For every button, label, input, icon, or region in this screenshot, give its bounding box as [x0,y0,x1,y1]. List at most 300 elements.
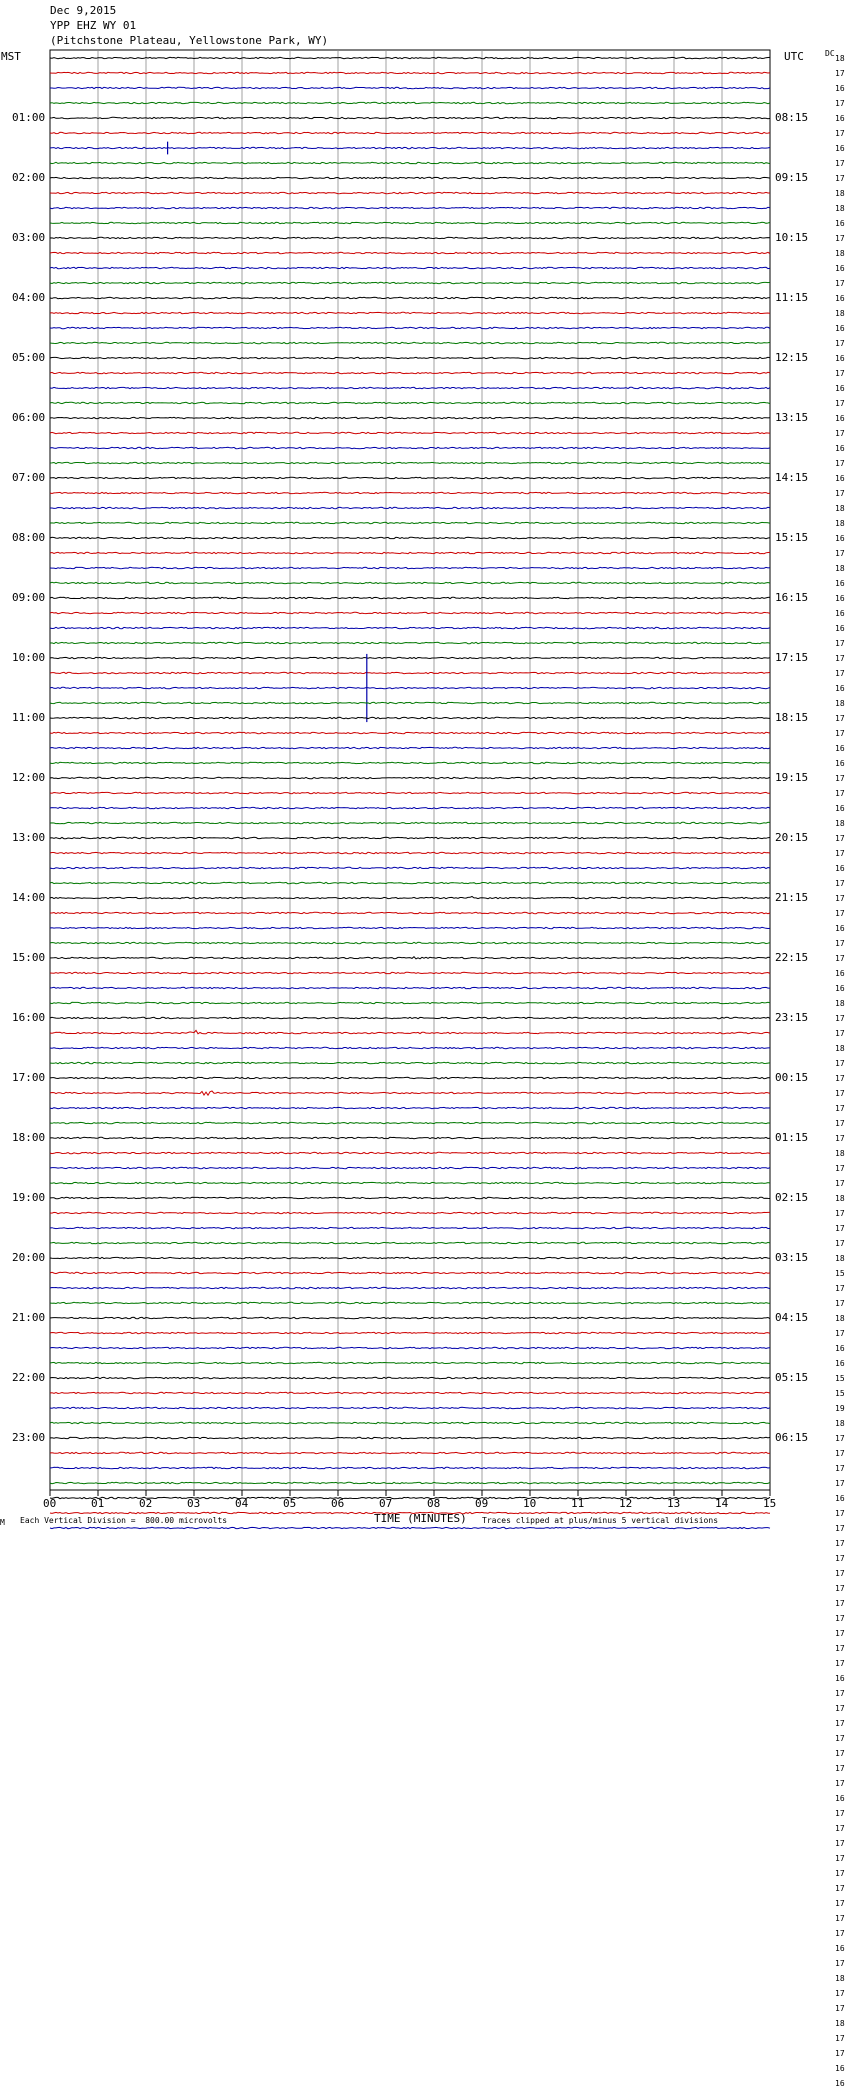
mst-hour-label: 04:00 [12,291,46,304]
x-tick-label: 14 [715,1497,729,1510]
dc-offset-label: 17 [835,939,845,948]
dc-offset-label: 17 [835,1884,845,1893]
trace-row-45 [50,732,770,733]
dc-offset-label: 16 [835,384,845,393]
dc-offset-label: 18 [835,2019,845,2028]
dc-offset-label: 17 [835,1779,845,1788]
trace-row-18 [50,327,770,328]
trace-row-51 [50,822,770,823]
dc-offset-label: 15 [835,1269,845,1278]
header-station: YPP EHZ WY 01 [50,19,137,32]
dc-offset-label: 18 [835,819,845,828]
dc-offset-label: 17 [835,1764,845,1773]
utc-hour-label: 06:15 [775,1431,809,1444]
trace-row-54 [50,867,770,868]
mst-hour-label: 20:00 [12,1251,46,1264]
trace-row-57 [50,912,770,913]
dc-offset-label: 18 [835,519,845,528]
x-tick-label: 08 [427,1497,441,1510]
trace-row-66 [50,1047,770,1048]
trace-row-1 [50,72,770,73]
dc-offset-label: 17 [835,1704,845,1713]
seismic-traces [50,57,770,1534]
trace-row-72 [50,1137,770,1138]
dc-offset-label: 18 [835,1149,845,1158]
dc-offset-label: 16 [835,2079,845,2088]
utc-hour-label: 00:15 [775,1071,809,1084]
dc-offset-label: 17 [835,729,845,738]
dc-offset-label: 17 [835,1509,845,1518]
trace-row-42 [50,687,770,688]
mst-hour-label: 06:00 [12,411,46,424]
dc-offset-label: 17 [835,1824,845,1833]
utc-axis-label: UTC [784,50,804,63]
x-axis-title: TIME (MINUTES) [374,1512,467,1525]
trace-row-92 [50,1437,770,1438]
header-location: (Pitchstone Plateau, Yellowstone Park, WY) [50,34,329,47]
dc-offset-label: 17 [835,1089,845,1098]
trace-row-36 [50,597,770,598]
dc-offset-label: 16 [835,84,845,93]
trace-row-82 [50,1287,770,1288]
utc-hour-label: 11:15 [775,291,809,304]
mst-hour-label: 10:00 [12,651,46,664]
trace-row-10 [50,207,770,208]
dc-offset-label: 17 [835,1839,845,1848]
dc-offset-label: 18 [835,564,845,573]
mst-hour-label: 14:00 [12,891,46,904]
trace-row-52 [50,837,770,838]
x-tick-label: 04 [235,1497,249,1510]
dc-offset-label: 16 [835,414,845,423]
dc-offset-label: 17 [835,1899,845,1908]
utc-hour-label: 01:15 [775,1131,809,1144]
x-tick-label: 10 [523,1497,537,1510]
trace-row-8 [50,177,770,178]
dc-offset-label: 17 [835,159,845,168]
trace-row-19 [50,342,770,343]
clip-note: Traces clipped at plus/minus 5 vertical divisions [482,1516,719,1525]
trace-row-41 [50,672,770,673]
dc-offset-label: 17 [835,1734,845,1743]
utc-hour-label: 15:15 [775,531,809,544]
utc-hour-label: 03:15 [775,1251,809,1264]
dc-offset-label: 17 [835,1134,845,1143]
trace-row-87 [50,1362,770,1363]
dc-offset-label: 17 [835,1989,845,1998]
dc-offset-label: 17 [835,834,845,843]
trace-row-15 [50,282,770,283]
dc-offset-label: 17 [835,1329,845,1338]
dc-offset-label: 17 [835,459,845,468]
dc-offset-label: 17 [835,369,845,378]
dc-offset-label: 16 [835,1944,845,1953]
dc-offset-label: 17 [835,399,845,408]
dc-offset-label: 17 [835,1644,845,1653]
trace-row-69 [50,1091,770,1095]
trace-row-48 [50,777,770,778]
dc-offset-label: 17 [835,234,845,243]
dc-offset-label: 17 [835,1599,845,1608]
dc-offset-label: 17 [835,1614,845,1623]
x-axis-ticks [50,1490,770,1496]
mst-hour-label: 12:00 [12,771,46,784]
dc-offset-label: 17 [835,69,845,78]
dc-offset-label: 17 [835,174,845,183]
trace-row-96 [50,1497,770,1498]
trace-row-56 [50,897,770,899]
trace-row-50 [50,807,770,808]
trace-row-79 [50,1242,770,1243]
dc-offset-label: 18 [835,504,845,513]
dc-offset-label: 17 [835,1059,845,1068]
utc-hour-label: 13:15 [775,411,809,424]
dc-offset-label: 17 [835,1209,845,1218]
mst-hour-label: 02:00 [12,171,46,184]
dc-offset-label: 17 [835,669,845,678]
trace-row-61 [50,972,770,973]
trace-row-46 [50,747,770,748]
utc-hour-label: 18:15 [775,711,809,724]
utc-hour-label: 10:15 [775,231,809,244]
utc-hour-label: 02:15 [775,1191,809,1204]
dc-offset-label: 17 [835,714,845,723]
dc-offset-label: 17 [835,549,845,558]
mst-hour-label: 09:00 [12,591,46,604]
mst-hour-label: 23:00 [12,1431,46,1444]
utc-hour-label: 19:15 [775,771,809,784]
dc-offset-label: 17 [835,1629,845,1638]
trace-row-28 [50,477,770,478]
mst-hour-label: 18:00 [12,1131,46,1144]
dc-offset-label: 18 [835,1314,845,1323]
trace-row-65 [50,1030,770,1033]
utc-hour-label: 21:15 [775,891,809,904]
dc-offset-label: 18 [835,249,845,258]
dc-offset-label: 18 [835,54,845,63]
dc-offset-label: 16 [835,804,845,813]
trace-row-85 [50,1332,770,1333]
trace-row-63 [50,1002,770,1003]
dc-offset-label: 16 [835,144,845,153]
dc-offset-label: 16 [835,264,845,273]
x-tick-label: 05 [283,1497,297,1510]
dc-offset-label: 17 [835,879,845,888]
dc-offset-label: 17 [835,2049,845,2058]
dc-offset-label: 17 [835,1584,845,1593]
mst-hour-label: 22:00 [12,1371,46,1384]
dc-offset-label: 17 [835,129,845,138]
dc-offset-label: 17 [835,774,845,783]
trace-row-60 [50,957,770,959]
x-tick-label: 07 [379,1497,393,1510]
dc-offset-label: 18 [835,699,845,708]
dc-offset-label: 17 [835,1164,845,1173]
trace-row-55 [50,882,770,883]
dc-offset-label: 17 [835,1809,845,1818]
trace-row-29 [50,492,770,493]
dc-offset-label: 16 [835,759,845,768]
trace-row-0 [50,57,770,58]
trace-row-88 [50,1377,770,1378]
trace-row-68 [50,1077,770,1078]
dc-offset-label: 16 [835,1344,845,1353]
dc-offset-label: 17 [835,654,845,663]
dc-offset-label: 17 [835,849,845,858]
x-tick-label: 02 [139,1497,153,1510]
mst-hour-label: 05:00 [12,351,46,364]
trace-row-32 [50,537,770,538]
dc-offset-label: 17 [835,1464,845,1473]
utc-hour-label: 17:15 [775,651,809,664]
scale-note: Each Vertical Division = 800.00 microvolts [20,1516,228,1525]
dc-offset-label: 17 [835,1959,845,1968]
plot-frame [50,50,770,1490]
trace-row-67 [50,1062,770,1063]
utc-hour-label: 22:15 [775,951,809,964]
trace-row-17 [50,312,770,313]
mst-hour-label: 03:00 [12,231,46,244]
trace-row-20 [50,357,770,358]
dc-label: DC [825,49,835,58]
trace-row-83 [50,1302,770,1303]
dc-offset-label: 17 [835,1869,845,1878]
dc-offset-label: 17 [835,1569,845,1578]
trace-row-9 [50,192,770,193]
trace-row-23 [50,402,770,403]
trace-row-44 [50,717,770,718]
header-date: Dec 9,2015 [50,4,117,17]
dc-offset-label: 15 [835,1389,845,1398]
trace-row-86 [50,1347,770,1348]
dc-offset-label: 17 [835,789,845,798]
dc-offset-label: 17 [835,1719,845,1728]
trace-row-30 [50,507,770,508]
dc-offset-label: 17 [835,894,845,903]
dc-offset-label: 17 [835,1179,845,1188]
trace-row-73 [50,1152,770,1153]
trace-row-6 [50,147,770,148]
dc-offset-label: 17 [835,1914,845,1923]
mst-hour-label: 19:00 [12,1191,46,1204]
trace-row-37 [50,612,770,613]
utc-hour-label: 09:15 [775,171,809,184]
dc-offset-label: 16 [835,534,845,543]
dc-offset-label: 18 [835,1254,845,1263]
trace-row-91 [50,1422,770,1423]
trace-row-95 [50,1482,770,1483]
trace-row-93 [50,1452,770,1453]
x-tick-label: 13 [667,1497,681,1510]
dc-offset-label: 16 [835,684,845,693]
trace-row-12 [50,237,770,238]
dc-offset-label: 17 [835,99,845,108]
utc-hour-label: 14:15 [775,471,809,484]
trace-row-77 [50,1212,770,1213]
dc-offset-label: 17 [835,2004,845,2013]
dc-offset-label: 17 [835,1239,845,1248]
corner-mark: M [0,1518,5,1527]
dc-offset-label: 17 [835,954,845,963]
dc-offset-label: 16 [835,474,845,483]
trace-row-26 [50,447,770,448]
dc-offset-label: 17 [835,1524,845,1533]
trace-row-53 [50,852,770,853]
trace-row-27 [50,462,770,463]
utc-hour-label: 04:15 [775,1311,809,1324]
x-tick-label: 03 [187,1497,201,1510]
dc-offset-label: 16 [835,924,845,933]
trace-row-34 [50,567,770,568]
dc-offset-label: 17 [835,339,845,348]
trace-row-89 [50,1392,770,1393]
dc-offset-label: 18 [835,1044,845,1053]
trace-row-81 [50,1272,770,1273]
dc-offset-label: 17 [835,1449,845,1458]
dc-offset-label: 16 [835,444,845,453]
dc-offset-label: 17 [835,1854,845,1863]
mst-hour-label: 08:00 [12,531,46,544]
trace-row-49 [50,792,770,793]
x-tick-label: 09 [475,1497,489,1510]
dc-offset-label: 17 [835,1479,845,1488]
mst-hour-label: 11:00 [12,711,46,724]
dc-offset-label: 17 [835,429,845,438]
mst-hour-label: 07:00 [12,471,46,484]
trace-row-84 [50,1317,770,1318]
dc-offset-label: 17 [835,1539,845,1548]
utc-hour-label: 16:15 [775,591,809,604]
dc-offset-label: 16 [835,2064,845,2073]
trace-row-80 [50,1257,770,1258]
dc-offset-label: 18 [835,999,845,1008]
dc-offset-label: 17 [835,1689,845,1698]
utc-hour-label: 23:15 [775,1011,809,1024]
mst-hour-label: 16:00 [12,1011,46,1024]
dc-offset-label: 16 [835,579,845,588]
utc-hour-label: 05:15 [775,1371,809,1384]
trace-row-35 [50,582,770,583]
dc-offset-label: 17 [835,1659,845,1668]
trace-row-22 [50,387,770,388]
mst-hour-label: 13:00 [12,831,46,844]
dc-offset-label: 17 [835,1104,845,1113]
trace-row-39 [50,642,770,643]
trace-row-71 [50,1122,770,1123]
dc-offset-label: 17 [835,1224,845,1233]
trace-row-2 [50,87,770,88]
dc-offset-label: 16 [835,864,845,873]
utc-hour-label: 12:15 [775,351,809,364]
mst-hour-label: 21:00 [12,1311,46,1324]
utc-hour-label: 20:15 [775,831,809,844]
trace-row-40 [50,657,770,658]
minute-gridlines [98,50,722,1490]
trace-row-59 [50,942,770,943]
trace-row-21 [50,372,770,373]
x-tick-label: 00 [43,1497,57,1510]
trace-row-38 [50,627,770,628]
trace-row-76 [50,1197,770,1198]
trace-row-5 [50,132,770,133]
dc-offset-label: 15 [835,1374,845,1383]
dc-offset-label: 17 [835,1029,845,1038]
x-tick-label: 11 [571,1497,585,1510]
dc-offset-label: 16 [835,1794,845,1803]
dc-offset-label: 16 [835,294,845,303]
dc-offset-label: 16 [835,984,845,993]
mst-hour-label: 17:00 [12,1071,46,1084]
x-tick-label: 01 [91,1497,105,1510]
trace-row-14 [50,267,770,268]
trace-row-90 [50,1407,770,1408]
trace-row-24 [50,417,770,418]
x-tick-label: 12 [619,1497,633,1510]
trace-row-47 [50,762,770,763]
dc-offset-label: 16 [835,1494,845,1503]
dc-offset-label: 18 [835,189,845,198]
trace-row-33 [50,552,770,553]
trace-row-62 [50,987,770,988]
trace-row-31 [50,522,770,523]
trace-row-3 [50,102,770,103]
dc-offset-label: 18 [835,309,845,318]
dc-offset-label: 18 [835,1194,845,1203]
dc-offset-label: 18 [835,1974,845,1983]
trace-row-4 [50,117,770,118]
dc-offset-label: 18 [835,1419,845,1428]
dc-offset-label: 17 [835,1749,845,1758]
mst-hour-label: 01:00 [12,111,46,124]
trace-row-75 [50,1182,770,1183]
trace-row-98 [50,1527,770,1528]
trace-row-7 [50,162,770,163]
dc-offset-label: 16 [835,624,845,633]
dc-offset-label: 17 [835,1284,845,1293]
dc-offset-label: 17 [835,1014,845,1023]
dc-offset-label: 16 [835,744,845,753]
utc-hour-label: 08:15 [775,111,809,124]
dc-offset-label: 16 [835,1359,845,1368]
trace-row-58 [50,927,770,928]
dc-offset-label: 16 [835,609,845,618]
dc-offset-label: 16 [835,1674,845,1683]
mst-axis-label: MST [1,50,21,63]
dc-offset-label: 17 [835,1074,845,1083]
dc-offset-label: 17 [835,2034,845,2043]
dc-offset-label: 17 [835,1929,845,1938]
x-tick-label: 06 [331,1497,345,1510]
dc-offset-label: 19 [835,1404,845,1413]
dc-offset-label: 17 [835,279,845,288]
dc-offset-label: 16 [835,969,845,978]
dc-offset-label: 17 [835,639,845,648]
trace-row-74 [50,1167,770,1168]
trace-row-70 [50,1107,770,1108]
trace-row-13 [50,252,770,253]
dc-offset-label: 17 [835,1299,845,1308]
x-tick-label: 15 [763,1497,777,1510]
dc-offset-label: 16 [835,324,845,333]
dc-offset-label: 18 [835,204,845,213]
dc-offset-label: 17 [835,1434,845,1443]
trace-row-78 [50,1227,770,1228]
mst-hour-label: 15:00 [12,951,46,964]
dc-offset-label: 16 [835,594,845,603]
trace-row-11 [50,222,770,223]
trace-row-43 [50,702,770,703]
dc-offset-label: 16 [835,354,845,363]
